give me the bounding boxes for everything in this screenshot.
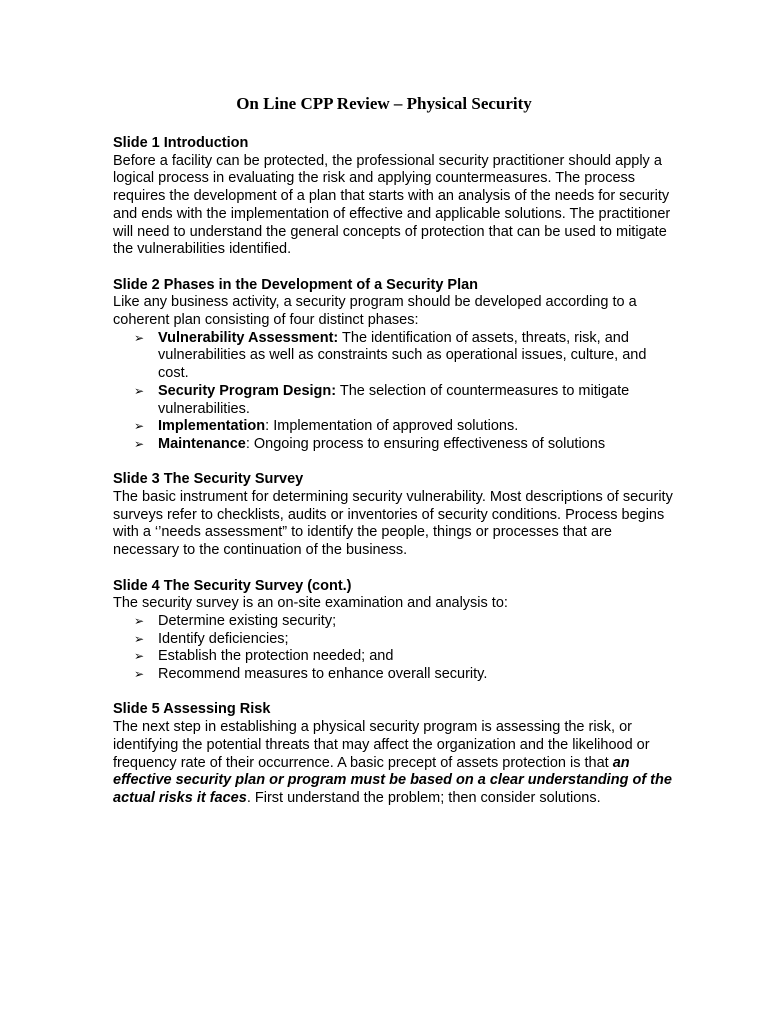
slide-3-body: The basic instrument for determining security vulnerability. Most descriptions of security surveys refer to checklists, audits or inventories of security conditions. Process begins with a ‘’needs assessment” to identify the people, things or processes that are necessary to the continuation of the business.	[113, 489, 673, 559]
list-item-text: Establish the protection needed; and	[158, 648, 394, 665]
list-item	[134, 631, 673, 649]
list-item-term: Implementation	[158, 418, 266, 435]
list-item	[134, 418, 673, 436]
list-item-term: Vulnerability Assessment:	[158, 329, 339, 346]
arrow-bullet-icon: ➢	[134, 419, 145, 434]
slide-3-section	[113, 471, 673, 560]
slide-2-intro: Like any business activity, a security program should be developed according to a coherent plan consisting of four distinct phases:	[113, 294, 637, 329]
list-item	[134, 613, 673, 631]
list-item	[134, 648, 673, 666]
slide-3-heading: Slide 3 The Security Survey	[113, 471, 304, 488]
slide-4-heading: Slide 4 The Security Survey (cont.)	[113, 577, 352, 594]
phases-list	[113, 330, 673, 454]
arrow-bullet-icon: ➢	[134, 436, 145, 451]
arrow-bullet-icon: ➢	[134, 383, 145, 398]
list-item-term: Security Program Design:	[158, 382, 337, 399]
slide-5-section	[113, 701, 673, 807]
slide-5-body-end: . First understand the problem; then consider solutions.	[246, 789, 601, 806]
list-item-text: Identify deficiencies;	[158, 630, 289, 647]
arrow-bullet-icon: ➢	[134, 613, 145, 628]
list-item-term: Maintenance	[158, 435, 246, 452]
arrow-bullet-icon: ➢	[134, 649, 145, 664]
list-item-text: Determine existing security;	[158, 612, 337, 629]
list-item-text: Recommend measures to enhance overall security.	[158, 666, 488, 683]
document-body	[113, 135, 673, 825]
page-title: On Line CPP Review – Physical Security	[236, 94, 532, 113]
slide-5-heading: Slide 5 Assessing Risk	[113, 701, 271, 718]
slide-5-body-start: The next step in establishing a physical security program is assessing the risk, or identifying the potential threats that may affect the organization and the likelihood or frequency rate of their occurrence. A basic precept of assets protection is that	[113, 719, 650, 771]
arrow-bullet-icon: ➢	[134, 631, 145, 646]
slide-5-body	[113, 719, 673, 808]
slide-4-section	[113, 578, 673, 684]
list-item-text: The selection of countermeasures to mitigate vulnerabilities.	[158, 382, 630, 417]
list-item-text: The identification of assets, threats, risk, and vulnerabilities as well as constraints such as operational issues, culture, and cost.	[158, 329, 647, 382]
slide-1-body: Before a facility can be protected, the professional security practitioner should apply a logical process in evaluating the risk and applying countermeasures. The process requires the development of a plan that starts with an analysis of the needs for security and ends with the implementation of effective and applicable solutions. The practitioner will need to understand the general concepts of protection that can be used to mitigate the vulnerabilities identified.	[113, 152, 671, 258]
slide-5-emphasis: an effective security plan or program must be based on a clear understanding of the actual risks it faces	[113, 754, 672, 806]
list-item-text: : Implementation of approved solutions.	[265, 418, 519, 435]
list-item	[134, 330, 673, 383]
slide-4-intro: The security survey is an on-site examination and analysis to:	[113, 595, 508, 612]
slide-1-section	[113, 135, 673, 259]
list-item-text: : Ongoing process to ensuring effectiveness of solutions	[245, 435, 606, 452]
list-item	[134, 436, 673, 454]
list-item	[134, 383, 673, 418]
survey-list	[113, 613, 673, 684]
slide-1-heading: Slide 1 Introduction	[113, 135, 249, 151]
list-item	[134, 666, 673, 684]
arrow-bullet-icon: ➢	[134, 330, 145, 345]
arrow-bullet-icon: ➢	[134, 667, 145, 682]
slide-2-section	[113, 277, 673, 454]
slide-2-heading: Slide 2 Phases in the Development of a Security Plan	[113, 276, 479, 293]
